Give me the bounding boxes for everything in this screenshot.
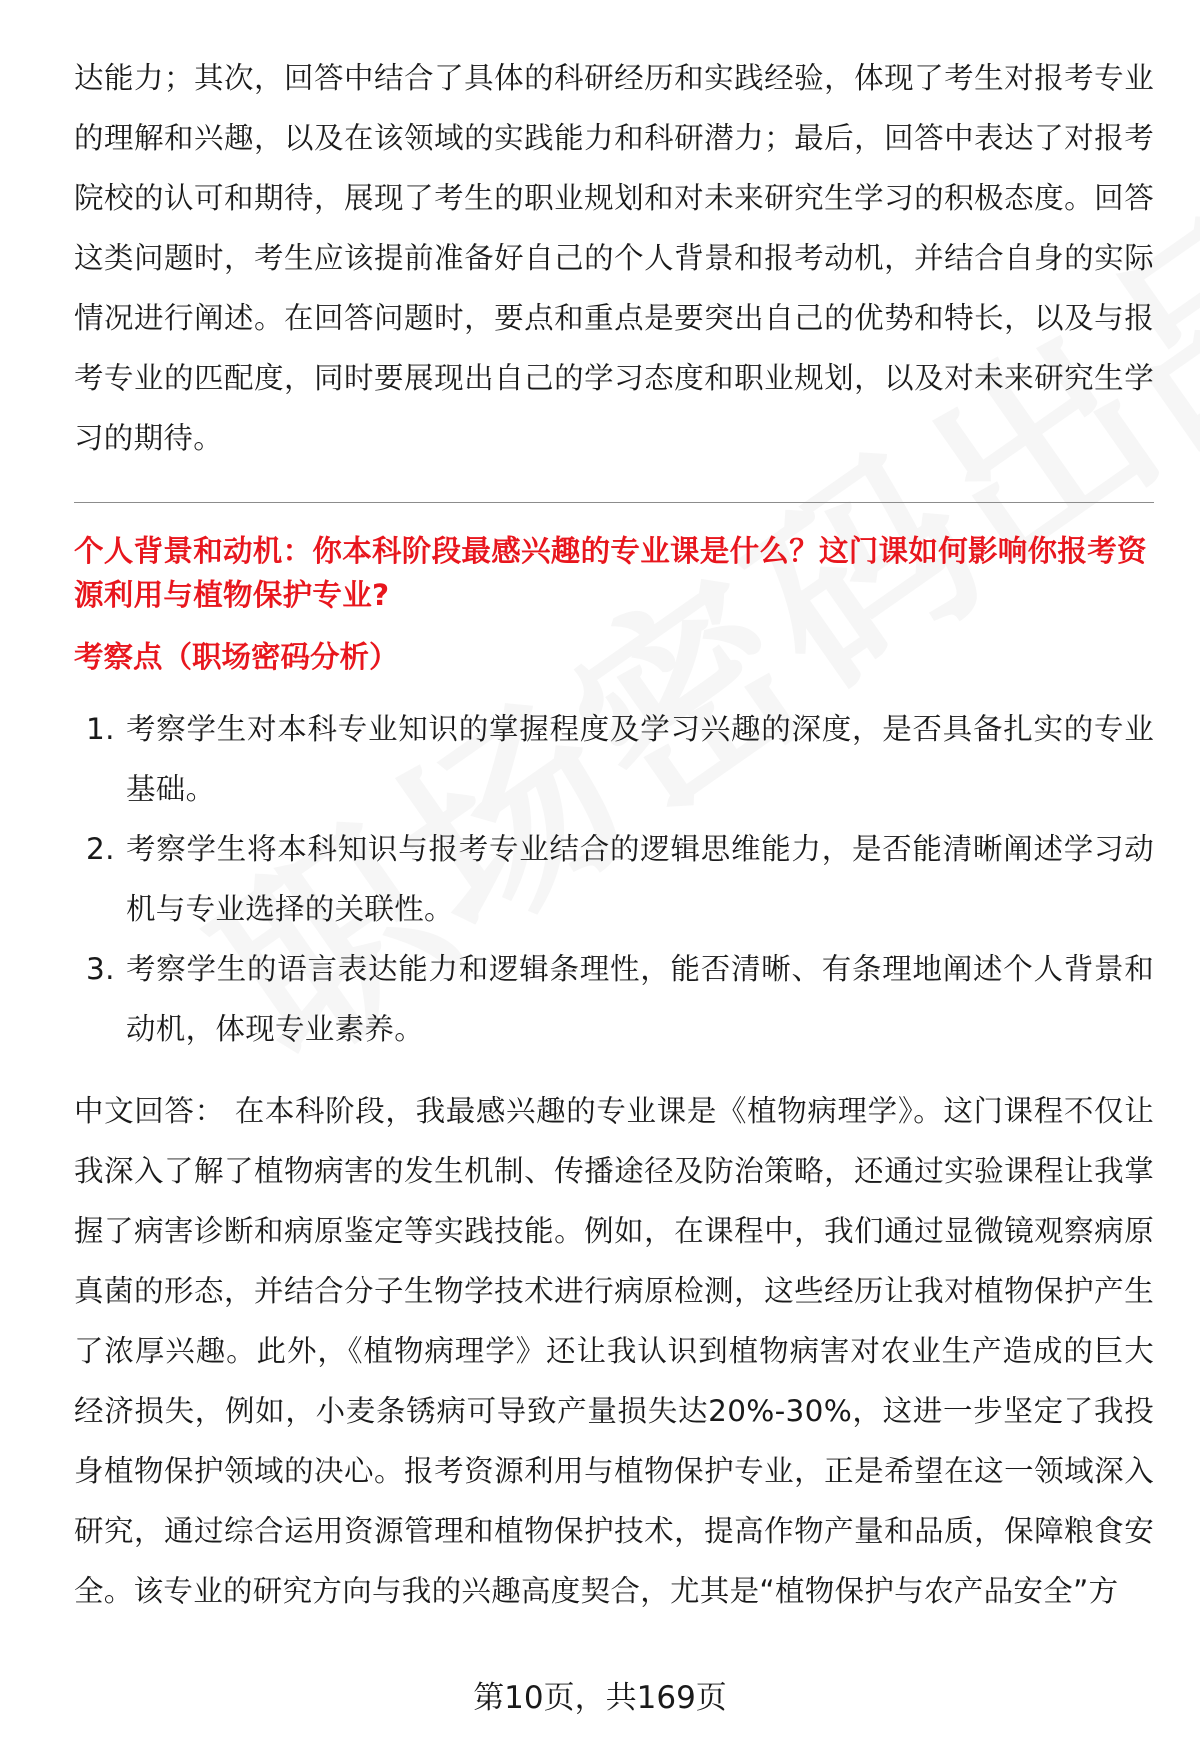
list-item-number: 2.: [86, 832, 115, 866]
section-title: 考察点（职场密码分析）: [74, 640, 399, 674]
intro-paragraph: 达能力；其次，回答中结合了具体的科研经历和实践经验，体现了考生对报考专业的理解和兴趣，以及在该领域的实践能力和科研潜力；最后，回答中表达了对报考院校的认可和期待，展现了考生的职业规划和对未来研究生学习的积极态度。回答这类问题时，考生应该提前准备好自己的个人背景和报考动机，并结合自身的实际情况进行阐述。在回答问题时，要点和重点是要突出自己的优势和特长，以及与报考专业的匹配度，同时要展现出自己的学习态度和职业规划，以及对未来研究生学习的期待。: [74, 61, 1154, 455]
list-item-text: 考察学生对本科专业知识的掌握程度及学习兴趣的深度，是否具备扎实的专业基础。: [126, 712, 1154, 806]
page-content: [74, 48, 1154, 1621]
page-number-footer: 第10页，共169页: [473, 1680, 727, 1716]
list-item-number: 3.: [86, 952, 115, 986]
list-item: [74, 699, 1154, 819]
list-item-number: 1.: [86, 712, 115, 746]
list-item-text: 考察学生的语言表达能力和逻辑条理性，能否清晰、有条理地阐述个人背景和动机，体现专业素养。: [126, 952, 1154, 1046]
list-item: [74, 819, 1154, 939]
list-item-text: 考察学生将本科知识与报考专业结合的逻辑思维能力，是否能清晰阐述学习动机与专业选择的关联性。: [126, 832, 1154, 926]
list-item: [74, 939, 1154, 1059]
assessment-points-list: [74, 699, 1154, 1059]
section-divider: [74, 502, 1154, 503]
question-heading: 个人背景和动机：你本科阶段最感兴趣的专业课是什么？这门课如何影响你报考资源利用与植物保护专业?: [74, 534, 1147, 612]
answer-paragraph: 中文回答： 在本科阶段，我最感兴趣的专业课是《植物病理学》。这门课程不仅让我深入了解了植物病害的发生机制、传播途径及防治策略，还通过实验课程让我掌握了病害诊断和病原鉴定等实践技能。例如，在课程中，我们通过显微镜观察病原真菌的形态，并结合分子生物学技术进行病原检测，这些经历让我对植物保护产生了浓厚兴趣。此外，《植物病理学》还让我认识到植物病害对农业生产造成的巨大经济损失，例如，小麦条锈病可导致产量损失达20%-30%，这进一步坚定了我投身植物保护领域的决心。报考资源利用与植物保护专业，正是希望在这一领域深入研究，通过综合运用资源管理和植物保护技术，提高作物产量和品质，保障粮食安全。该专业的研究方向与我的兴趣高度契合，尤其是“植物保护与农产品安全”方: [74, 1094, 1154, 1608]
